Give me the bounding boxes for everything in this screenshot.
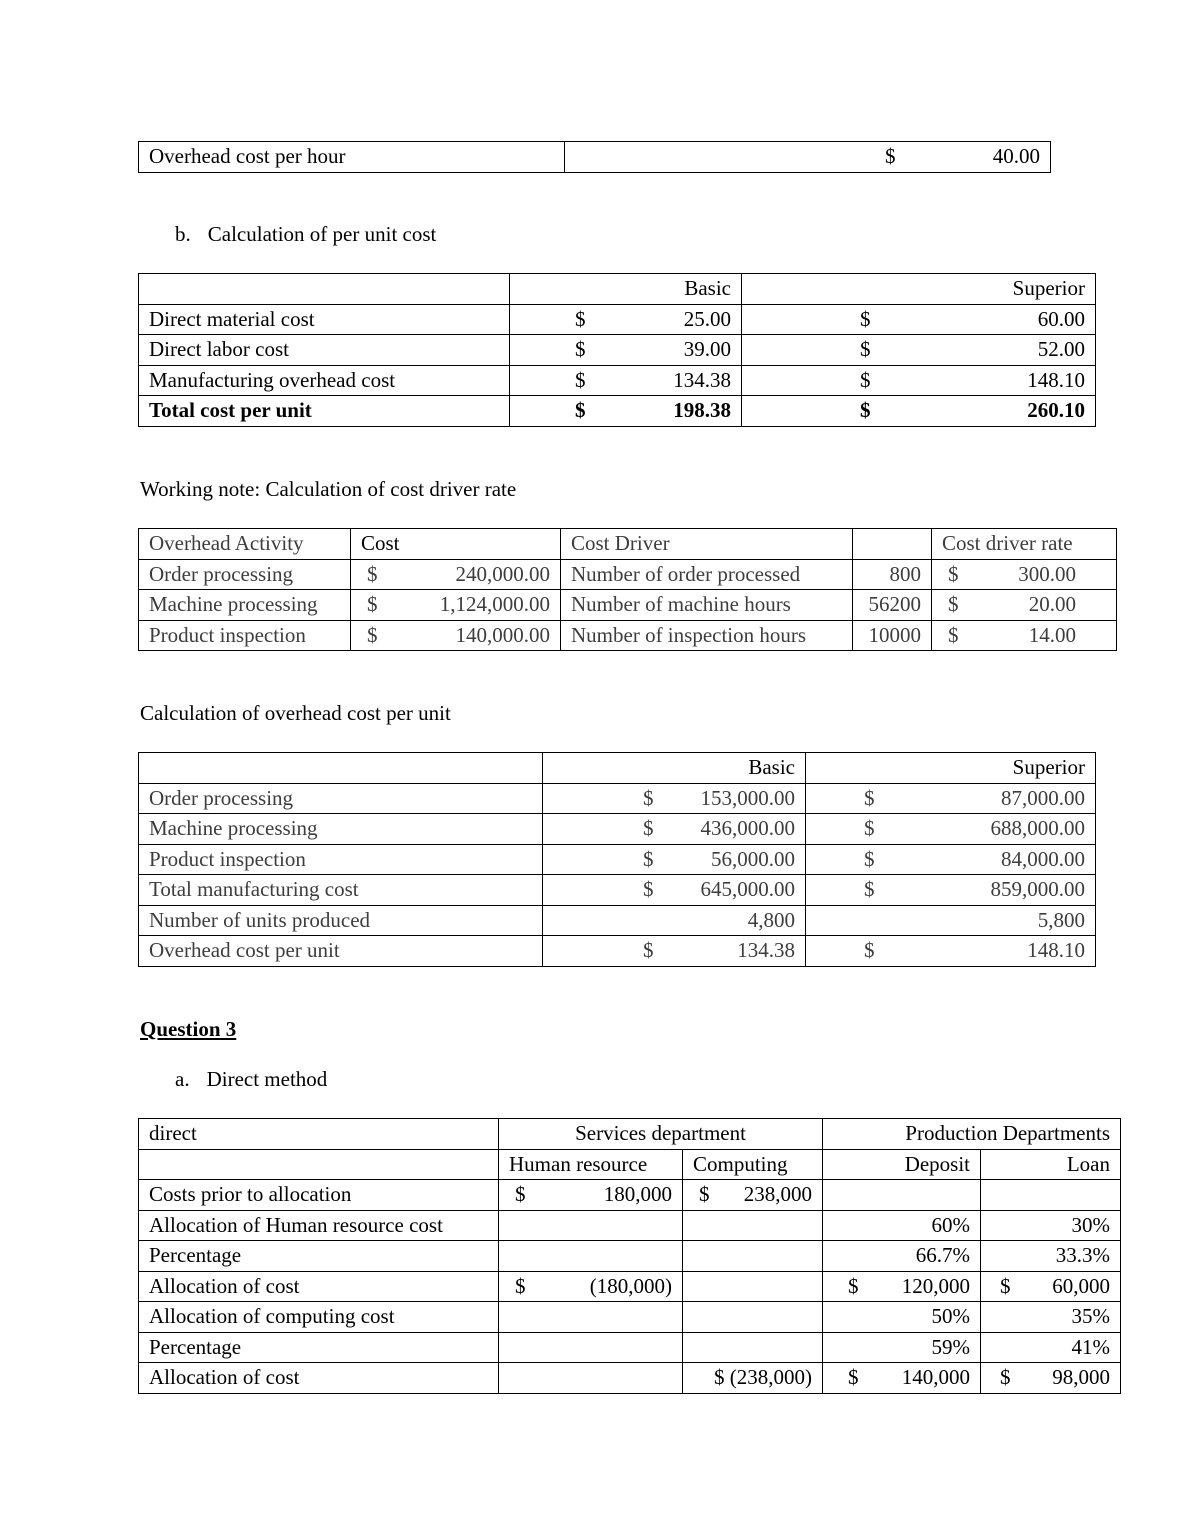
row-label: Direct labor cost [139,335,510,366]
currency-symbol: $ [948,622,959,647]
currency-symbol: $ [1000,1365,1011,1390]
cell-value: Number of machine hours [561,590,853,621]
currency-cell [806,936,1096,967]
column-header: direct [139,1119,499,1150]
cell-value [683,1210,823,1241]
cell-value: 20.00 [1028,592,1076,617]
currency-cell [806,814,1096,845]
cell-value: 436,000.00 [700,816,795,841]
currency-symbol: $ [948,592,959,617]
cell-value: (180,000) [589,1273,672,1298]
table-row [139,335,1096,366]
currency-symbol: $ [575,398,586,423]
overhead-per-unit-table [138,752,1096,967]
currency-symbol: $ [864,816,875,841]
row-label: Allocation of cost [139,1363,499,1394]
currency-cell [742,365,1096,396]
currency-symbol: $ [860,306,871,331]
cell-value: 60% [823,1210,981,1241]
row-label: Number of units produced [139,905,543,936]
cell-value: 198.38 [673,398,731,423]
cell-value: 84,000.00 [1001,846,1085,871]
row-label: Manufacturing overhead cost [139,365,510,396]
currency-cell [981,1271,1121,1302]
currency-cell [806,875,1096,906]
currency-cell [499,1271,683,1302]
row-label: Percentage [139,1241,499,1272]
currency-cell [543,875,806,906]
row-label: Overhead cost per hour [139,142,565,173]
row-label: Overhead cost per unit [139,936,543,967]
currency-cell [981,1363,1121,1394]
cell-value: 859,000.00 [990,877,1085,902]
header-row [139,1149,1121,1180]
row-label: Product inspection [139,844,543,875]
column-header [139,1149,499,1180]
currency-symbol: $ [575,337,586,362]
cell-value: 148.10 [1027,938,1085,963]
cell-value [499,1302,683,1333]
currency-cell [742,396,1096,427]
column-header [139,274,510,305]
cell-value: 56,000.00 [711,846,795,871]
column-header: Loan [981,1149,1121,1180]
cell-value: 688,000.00 [990,816,1085,841]
row-label: Total manufacturing cost [139,875,543,906]
cell-value: $ (238,000) [683,1363,823,1394]
overhead-rate-table [138,141,1051,173]
currency-cell [543,783,806,814]
header-row [139,1119,1121,1150]
currency-symbol: $ [848,1365,859,1390]
list-marker: b. [175,222,191,246]
table-row [139,304,1096,335]
cell-value: 59% [823,1332,981,1363]
cell-value: 56200 [853,590,932,621]
table-row [139,1180,1121,1211]
currency-cell [543,936,806,967]
cell-value: 300.00 [1018,561,1076,586]
currency-symbol: $ [575,306,586,331]
cell-value: 41% [981,1332,1121,1363]
column-header: Overhead Activity [139,529,351,560]
cell-value: 60.00 [1037,306,1085,331]
currency-symbol: $ [367,622,378,647]
cell-value: 35% [981,1302,1121,1333]
cell-value: 180,000 [603,1182,672,1207]
cell-value: 14.00 [1028,622,1076,647]
cell-value: 25.00 [683,306,731,331]
row-label: Direct material cost [139,304,510,335]
table-row [139,1302,1121,1333]
currency-symbol: $ [848,1273,859,1298]
cell-value [683,1332,823,1363]
currency-symbol: $ [367,592,378,617]
currency-symbol: $ [643,846,654,871]
column-header: Cost driver rate [932,529,1117,560]
cell-value: 66.7% [823,1241,981,1272]
column-header: Deposit [823,1149,981,1180]
header-row [139,274,1096,305]
currency-cell [543,844,806,875]
currency-cell [499,1180,683,1211]
currency-symbol: $ [575,367,586,392]
cell-value: 238,000 [743,1182,813,1207]
currency-symbol: $ [643,877,654,902]
currency-cell [806,844,1096,875]
cell-value: 120,000 [901,1273,971,1298]
row-label: Allocation of computing cost [139,1302,499,1333]
table-row [139,396,1096,427]
column-header: Cost [351,529,561,560]
table-row [139,1363,1121,1394]
currency-cell [823,1271,981,1302]
currency-symbol: $ [864,846,875,871]
cell-value: 4,800 [543,905,806,936]
cell-value [981,1180,1121,1211]
list-marker: a. [175,1067,190,1091]
table-row [139,905,1096,936]
column-header: Computing [683,1149,823,1180]
table-row [139,1241,1121,1272]
currency-cell [510,335,742,366]
currency-symbol: $ [1000,1273,1011,1298]
cell-value: 240,000.00 [455,561,550,586]
currency-symbol: $ [643,785,654,810]
column-header: Basic [510,274,742,305]
cell-value: 50% [823,1302,981,1333]
currency-cell [510,396,742,427]
column-header: Cost Driver [561,529,853,560]
per-unit-cost-table [138,273,1096,427]
cell-value: 30% [981,1210,1121,1241]
currency-cell [932,590,1117,621]
column-header: Human resource [499,1149,683,1180]
row-label: Allocation of cost [139,1271,499,1302]
table-row [139,844,1096,875]
cell-value: 148.10 [1027,367,1085,392]
cell-value [499,1332,683,1363]
row-label: Product inspection [139,620,351,651]
table-row [139,1271,1121,1302]
cell-value: 60,000 [1052,1273,1110,1298]
table-row [139,620,1117,651]
direct-method-heading [175,1067,327,1092]
cell-value: 134.38 [673,367,731,392]
working-note-title: Working note: Calculation of cost driver rate [140,477,517,501]
cell-value: 800 [853,559,932,590]
currency-symbol: $ [367,561,378,586]
row-label: Order processing [139,559,351,590]
column-header: Production Departments [823,1119,1121,1150]
cell-value [499,1363,683,1394]
table-row [139,936,1096,967]
currency-cell [351,559,561,590]
table-row [139,590,1117,621]
cell-value [683,1241,823,1272]
cost-driver-table [138,528,1117,651]
currency-cell [351,590,561,621]
cell-value: 98,000 [1052,1365,1110,1390]
currency-symbol: $ [860,398,871,423]
cell-value [499,1210,683,1241]
overhead-rate-value: 40.00 [992,144,1040,169]
cell-value: 87,000.00 [1001,785,1085,810]
currency-cell [742,304,1096,335]
currency-cell [543,814,806,845]
cell-value [683,1271,823,1302]
column-header: Superior [806,753,1096,784]
cell-value: 1,124,000.00 [439,592,550,617]
currency-symbol: $ [643,816,654,841]
header-row [139,529,1117,560]
question-3-heading: Question 3 [140,1017,237,1041]
currency-symbol: $ [860,367,871,392]
currency-cell [806,783,1096,814]
currency-cell [823,1363,981,1394]
direct-method-table [138,1118,1121,1394]
cell-value [683,1302,823,1333]
currency-cell [932,559,1117,590]
currency-symbol: $ [864,938,875,963]
cell-value [823,1180,981,1211]
table-row [139,875,1096,906]
row-label: Machine processing [139,590,351,621]
currency-symbol: $ [515,1182,526,1207]
row-label: Allocation of Human resource cost [139,1210,499,1241]
cell-value: 645,000.00 [700,877,795,902]
cell-value [499,1241,683,1272]
row-label: Total cost per unit [139,396,510,427]
cell-value: 33.3% [981,1241,1121,1272]
currency-cell [510,304,742,335]
table-row [139,783,1096,814]
currency-symbol: $ [643,938,654,963]
cell-value: Number of inspection hours [561,620,853,651]
cell-value: 39.00 [683,337,731,362]
table-row [139,365,1096,396]
currency-cell [510,365,742,396]
column-header: Basic [543,753,806,784]
table-row [139,559,1117,590]
section-title: Calculation of per unit cost [207,222,437,246]
row-label: Costs prior to allocation [139,1180,499,1211]
currency-symbol: $ [699,1182,710,1207]
cell-value: 140,000 [901,1365,971,1390]
column-header: Services department [499,1119,823,1150]
row-label: Order processing [139,783,543,814]
currency-cell [351,620,561,651]
currency-cell [742,335,1096,366]
table-row [139,1210,1121,1241]
column-header [853,529,932,560]
currency-symbol: $ [860,337,871,362]
table-row [139,814,1096,845]
currency-symbol: $ [948,561,959,586]
table-row [139,1332,1121,1363]
cell-value: 260.10 [1027,398,1085,423]
header-row [139,753,1096,784]
currency-symbol: $ [885,144,896,169]
cell-value: 52.00 [1037,337,1085,362]
currency-symbol: $ [864,785,875,810]
cell-value: 134.38 [737,938,795,963]
cell-value: 153,000.00 [700,785,795,810]
column-header: Superior [742,274,1096,305]
overhead-unit-title: Calculation of overhead cost per unit [140,701,451,725]
cell-value: Number of order processed [561,559,853,590]
currency-symbol: $ [515,1273,526,1298]
currency-symbol: $ [864,877,875,902]
row-label: Percentage [139,1332,499,1363]
column-header [139,753,543,784]
table-row [139,142,1051,173]
currency-cell [683,1180,823,1211]
cell-value: 140,000.00 [455,622,550,647]
row-label: Machine processing [139,814,543,845]
section-b-heading [175,222,436,247]
cell-value: 10000 [853,620,932,651]
cell-value: 5,800 [806,905,1096,936]
section-title: Direct method [206,1067,328,1091]
currency-cell [932,620,1117,651]
